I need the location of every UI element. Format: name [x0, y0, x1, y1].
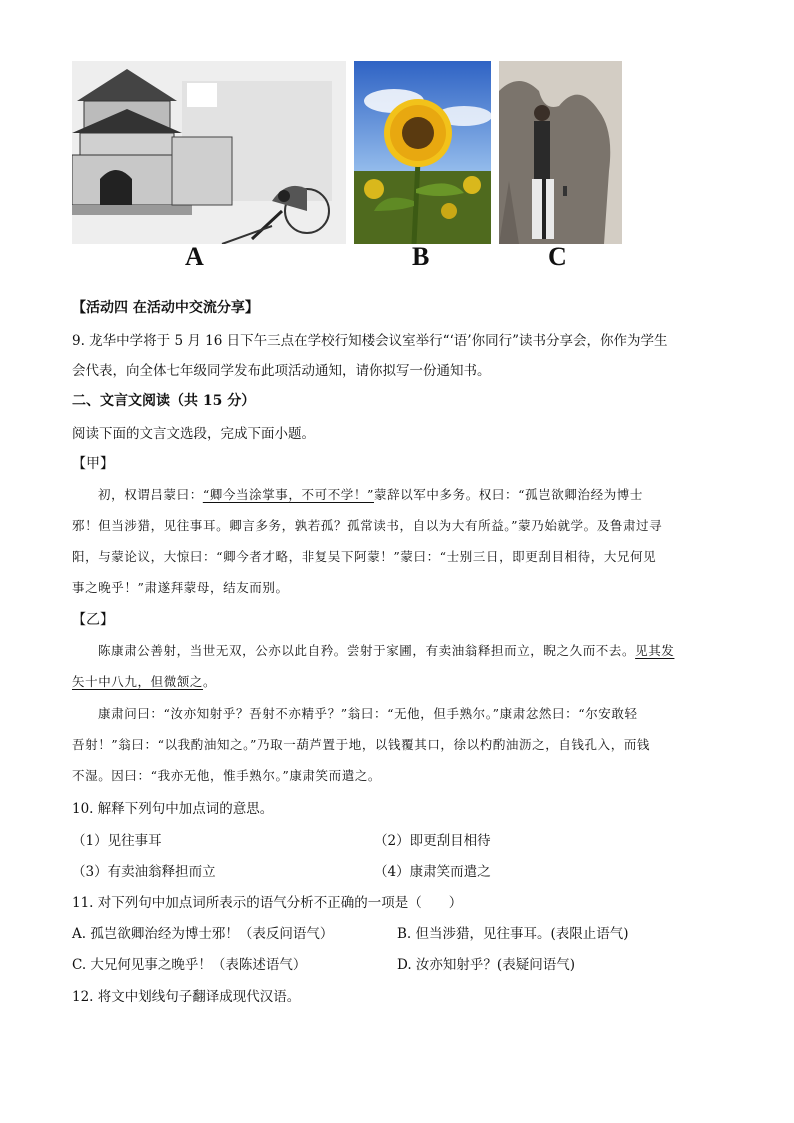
passage-yi-underlined-end: 矢十中八九，但微颔之	[72, 674, 204, 689]
passage-jia-line1-start: 初，权谓吕蒙曰：	[98, 487, 203, 502]
section2-instruction: 阅读下面的文言文选段，完成下面小题。	[72, 426, 315, 442]
figure-a-image	[72, 61, 346, 244]
section2-heading: 二、文言文阅读（共 15 分）	[72, 393, 256, 409]
figure-b-caption: B	[412, 242, 430, 271]
question-10-item-4: （4）康肃笑而遣之	[374, 864, 491, 880]
figure-b-image	[354, 61, 491, 244]
question-9-line2: 会代表，向全体七年级同学发布此项活动通知，请你拟写一份通知书。	[72, 363, 491, 379]
question-10-item-3: （3）有卖油翁释担而立	[72, 864, 216, 880]
passage-yi-line2	[72, 672, 216, 690]
passage-jia-label: 【甲】	[72, 456, 114, 472]
question-11-option-a: A. 孤岂欲卿治经为博士邪！（表反问语气）	[72, 926, 334, 942]
passage-jia-line1	[98, 485, 643, 503]
passage-yi-line1	[98, 641, 674, 659]
passage-yi-line1-start: 陈康肃公善射，当世无双，公亦以此自矜。尝射于家圃，有卖油翁释担而立，睨之久而不去。	[98, 643, 636, 658]
passage-jia-line2: 邪！但当涉猎，见往事耳。卿言多务，孰若孤？孤常读书，自以为大有所益。”蒙乃始就学。及鲁肃过寻	[72, 518, 663, 533]
figure-c-caption: C	[548, 242, 567, 271]
question-10-item-2: （2）即更刮目相待	[374, 833, 491, 849]
question-11-stem: 11. 对下列句中加点词所表示的语气分析不正确的一项是（ ）	[72, 895, 463, 911]
passage-jia-line3: 阳，与蒙论议，大惊曰：“卿今者才略，非复吴下阿蒙！”蒙曰：“士别三日，即更刮目相待，大兄何见	[72, 549, 657, 564]
passage-yi-underlined-start: 见其发	[635, 643, 675, 658]
passage-yi-line2-end: 。	[203, 674, 217, 689]
question-10-item-1: （1）见往事耳	[72, 833, 162, 849]
question-11-option-b: B. 但当涉猎，见往事耳。(表限止语气)	[397, 926, 629, 942]
question-10-stem: 10. 解释下列句中加点词的意思。	[72, 801, 274, 817]
passage-jia-line1-end: 蒙辞以军中多务。权曰：“孤岂欲卿治经为博士	[374, 487, 643, 502]
question-11-option-d: D. 汝亦知射乎？(表疑问语气)	[397, 957, 575, 973]
question-12-stem: 12. 将文中划线句子翻译成现代汉语。	[72, 989, 301, 1005]
passage-jia-underlined-sentence: “卿今当涂掌事，不可不学！”	[202, 487, 374, 502]
activity4-heading: 【活动四 在活动中交流分享】	[72, 300, 259, 316]
figure-a-caption: A	[185, 242, 204, 271]
passage-jia-line4: 事之晚乎！”肃遂拜蒙母，结友而别。	[72, 580, 289, 595]
passage-yi-line3: 康肃问曰：“汝亦知射乎？吾射不亦精乎？”翁曰：“无他，但手熟尔。”康肃忿然曰：“尔安敢轻	[98, 706, 638, 721]
question-9-line1: 9. 龙华中学将于 5 月 16 日下午三点在学校行知楼会议室举行“‘语’你同行”读书分享会，你作为学生	[72, 333, 668, 349]
question-11-option-c: C. 大兄何见事之晚乎！（表陈述语气）	[72, 957, 307, 973]
passage-yi-line4: 吾射！”翁曰：“以我酌油知之。”乃取一葫芦置于地，以钱覆其口，徐以杓酌油沥之，自钱孔入，而钱	[72, 737, 651, 752]
passage-yi-label: 【乙】	[72, 612, 114, 628]
figure-c-image	[499, 61, 622, 244]
passage-yi-line5: 不湿。因曰：“我亦无他，惟手熟尔。”康肃笑而遣之。	[72, 768, 382, 783]
